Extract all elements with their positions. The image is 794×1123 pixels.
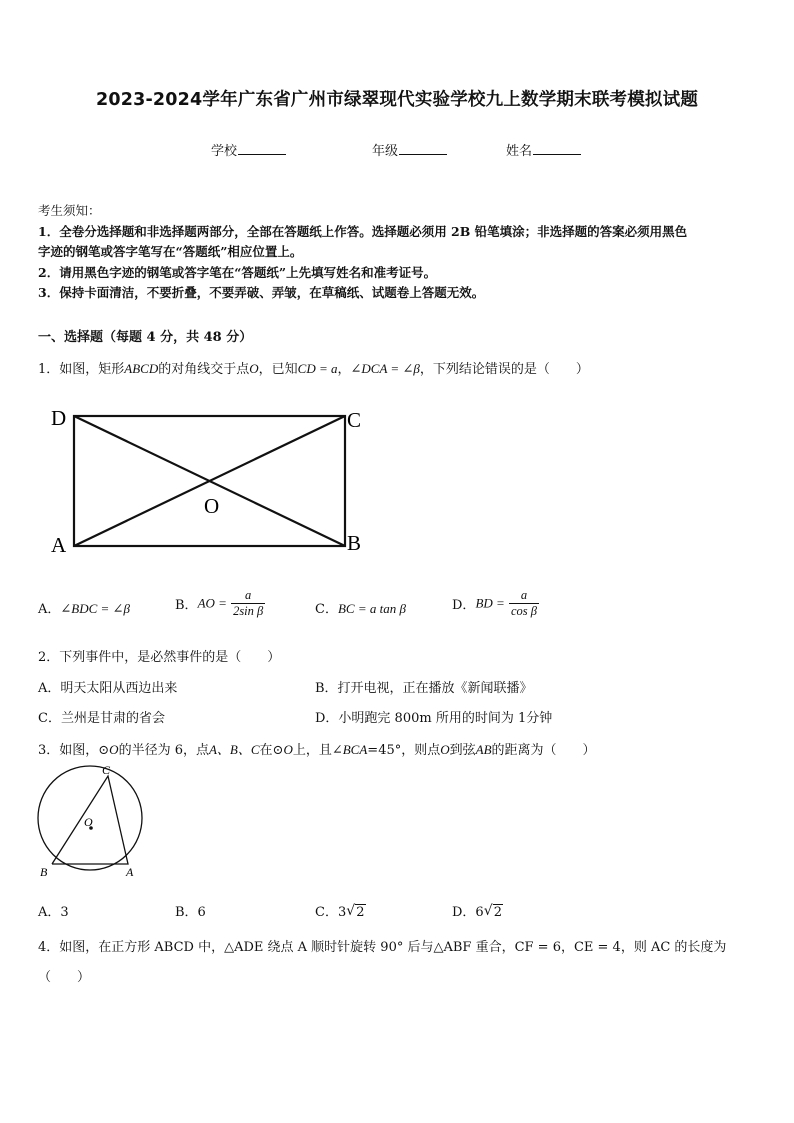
notice-item-3: 3．保持卡面清洁，不要折叠，不要弄破、弄皱，在草稿纸、试题卷上答题无效。 — [38, 285, 485, 300]
school-blank — [238, 141, 286, 155]
sqrt-expression — [484, 904, 503, 920]
denominator: cos β — [510, 604, 537, 618]
q3-text: =45°，则点 — [367, 743, 441, 758]
option-text: D．6 — [452, 905, 484, 920]
label-c: C — [102, 763, 111, 777]
grade-field — [372, 140, 447, 159]
fraction — [509, 588, 539, 619]
q3-text: 在⊙ — [259, 743, 284, 758]
denominator: 2sin β — [233, 604, 264, 618]
numerator: a — [231, 588, 265, 604]
q3-o: O — [109, 742, 119, 757]
school-field — [211, 140, 286, 159]
sqrt-expression — [346, 904, 365, 920]
option-text: C．3 — [315, 905, 347, 920]
label-b: B — [40, 865, 48, 879]
q1-text: ，下列结论错误的是（ ） — [419, 362, 589, 377]
label-b: B — [347, 531, 362, 555]
q1-text: ，已知 — [258, 362, 298, 377]
grade-blank — [399, 141, 447, 155]
q3-bca: BCA — [342, 742, 368, 757]
label-a: A — [126, 865, 134, 879]
q1-abcd: ABCD — [124, 361, 159, 376]
q3-text: 3．如图，⊙ — [38, 743, 110, 758]
q1-cd: CD = a — [297, 361, 338, 376]
q1-option-b[interactable] — [175, 588, 265, 619]
q1-rectangle-figure — [44, 400, 384, 560]
section-title: 一、选择题（每题 4 分，共 48 分） — [38, 330, 253, 345]
option-math: AO = — [197, 595, 227, 611]
option-math: BD = — [475, 595, 505, 611]
q3-text: 的距离为（ ） — [491, 743, 596, 758]
q2-option-c[interactable]: C．兰州是甘肃的省会 — [38, 711, 165, 726]
q2-option-b[interactable]: B．打开电视，正在播放《新闻联播》 — [315, 681, 533, 696]
fraction — [231, 588, 265, 619]
q1-option-a[interactable] — [38, 598, 130, 617]
question-2-stem: 2．下列事件中，是必然事件的是（ ） — [38, 650, 281, 665]
label-o: O — [84, 815, 93, 829]
name-label: 姓名 — [506, 144, 533, 159]
q3-text: 上，且∠ — [292, 743, 343, 758]
q3-o: O — [440, 742, 450, 757]
option-math: BC = a tan β — [337, 601, 406, 616]
notice-item-2: 2．请用黑色字迹的钢笔或答字笔在“答题纸”上先填写姓名和准考证号。 — [38, 264, 437, 280]
q3-circle-figure — [34, 762, 150, 882]
q3-o: O — [283, 742, 293, 757]
option-math: ∠BDC = ∠β — [60, 601, 130, 616]
q2-option-d[interactable]: D．小明跑完 800m 所用的时间为 1分钟 — [315, 711, 553, 726]
label-c: C — [347, 408, 362, 432]
radicand: 2 — [493, 905, 502, 920]
name-field — [506, 140, 581, 159]
notice-item-1: 1．全卷分选择题和非选择题两部分，全部在答题纸上作答。选择题必须用 2B 铅笔填涂；非选择题的答案必须用黑色 — [38, 223, 688, 239]
notice-item-1-cont: 字迹的钢笔或答字笔写在“答题纸”相应位置上。 — [38, 244, 303, 259]
q3-ab: AB — [475, 742, 492, 757]
label-a: A — [51, 533, 67, 557]
q2-option-a[interactable]: A．明天太阳从西边出来 — [38, 681, 178, 696]
question-4-stem: 4．如图，在正方形 ABCD 中，△ADE 绕点 A 顺时针旋转 90° 后与△ABF 重合，CF = 6，CE = 4，则 AC 的长度为 — [38, 940, 727, 955]
q3-text: 到弦 — [449, 743, 476, 758]
page-title: 2023-2024学年广东省广州市绿翠现代实验学校九上数学期末联考模拟试题 — [95, 90, 699, 110]
q1-option-c[interactable] — [315, 598, 406, 617]
question-1-stem — [38, 358, 589, 377]
option-label: C． — [315, 602, 338, 617]
label-o: O — [204, 494, 220, 518]
q3-option-d[interactable] — [452, 901, 503, 920]
q1-option-d[interactable] — [452, 588, 539, 619]
name-blank — [533, 141, 581, 155]
question-3-stem — [38, 739, 596, 758]
q3-option-a[interactable]: A．3 — [38, 905, 69, 920]
sqrt-symbol: √ — [483, 903, 493, 919]
q1-text: 1．如图，矩形 — [38, 362, 125, 377]
q3-option-c[interactable] — [315, 901, 366, 920]
q1-text: ， — [337, 362, 351, 377]
numerator: a — [509, 588, 539, 604]
q1-angle: ∠DCA = ∠β — [350, 361, 420, 376]
option-label: A． — [38, 602, 61, 617]
notice-block — [38, 201, 758, 304]
q3-points: A、B、C — [208, 742, 260, 757]
q3-option-b[interactable]: B．6 — [175, 905, 206, 920]
option-label: D． — [452, 598, 476, 613]
q1-text: 的对角线交于点 — [158, 362, 250, 377]
q3-text: 的半径为 6，点 — [118, 743, 209, 758]
q1-o: O — [249, 361, 259, 376]
option-label: B． — [175, 598, 198, 613]
label-d: D — [51, 406, 67, 430]
school-label: 学校 — [211, 144, 238, 159]
question-4-answer-bracket: （ ） — [38, 970, 91, 985]
grade-label: 年级 — [372, 144, 399, 159]
sqrt-symbol: √ — [346, 903, 356, 919]
notice-heading: 考生须知： — [38, 203, 101, 218]
radicand: 2 — [356, 905, 365, 920]
